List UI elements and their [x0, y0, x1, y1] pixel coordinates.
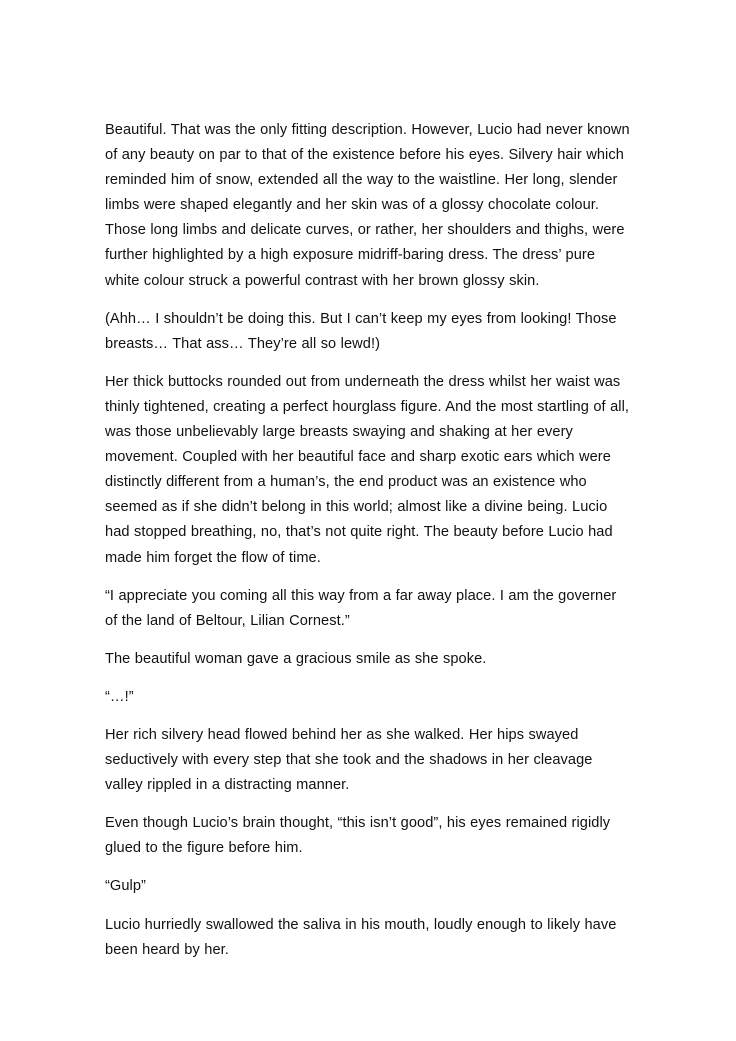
- paragraph: Even though Lucio’s brain thought, “this isn’t good”, his eyes remained rigidly glued to the figure before him.: [105, 815, 611, 857]
- paragraph: Her rich silvery head flowed behind her as she walked. Her hips swayed seductively with every step that she took and the shadows in her cleavage valley rippled in a distracting manner.: [105, 726, 593, 794]
- paragraph: “Gulp”: [105, 878, 146, 895]
- paragraph: The beautiful woman gave a gracious smile as she spoke.: [105, 650, 487, 667]
- paragraph: Her thick buttocks rounded out from underneath the dress whilst her waist was thinly tightened, creating a perfect hourglass figure. And the most startling of all, was those unbelievably large breasts swaying and shaking at her every movement. Coupled with her beautiful face and sharp exotic ears which were distinctly different from a human’s, the end product was an existence who seemed as if she didn’t belong in this world; almost like a divine being. Lucio had stopped breathing, no, that’s not quite right. The beauty before Lucio had made him forget the flow of time.: [105, 373, 630, 566]
- document-body: [105, 118, 631, 963]
- paragraph: “…!”: [105, 688, 134, 705]
- paragraph: Lucio hurriedly swallowed the saliva in his mouth, loudly enough to likely have been heard by her.: [105, 916, 617, 958]
- paragraph: Beautiful. That was the only fitting description. However, Lucio had never known of any beauty on par to that of the existence before his eyes. Silvery hair which reminded him of snow, extended all the way to the waistline. Her long, slender limbs were shaped elegantly and her skin was of a glossy chocolate colour. Those long limbs and delicate curves, or rather, her shoulders and thighs, were further highlighted by a high exposure midriff-baring dress. The dress’ pure white colour struck a powerful contrast with her brown glossy skin.: [105, 122, 630, 289]
- paragraph: (Ahh… I shouldn’t be doing this. But I can’t keep my eyes from looking! Those breasts… That ass… They’re all so lewd!): [105, 310, 617, 352]
- paragraph: “I appreciate you coming all this way from a far away place. I am the governer of the land of Beltour, Lilian Cornest.”: [105, 587, 617, 629]
